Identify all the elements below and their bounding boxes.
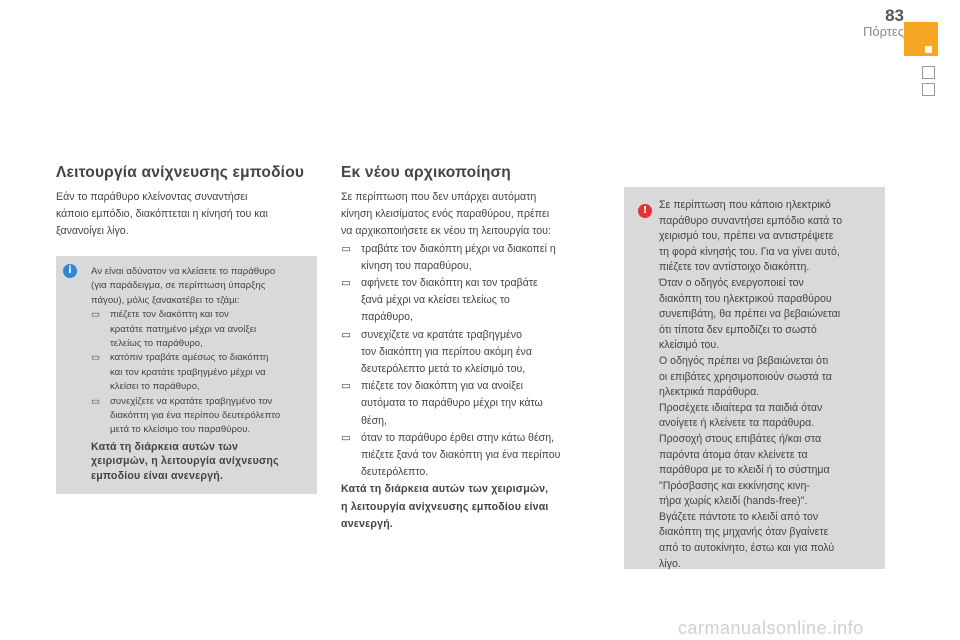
warning-line: ότι τίποτα δεν εμποδίζει το σωστό xyxy=(659,323,817,336)
warning-line: Προσοχή στους επιβάτες ή/και στα xyxy=(659,432,822,445)
info-content xyxy=(91,265,313,484)
bullet-icon: ▭ xyxy=(341,242,352,255)
info-bold-line: χειρισμών, η λειτουργία ανίχνευσης xyxy=(91,455,279,468)
info-line: πάγου), μόλις ξανακατέβει το τζάμι: xyxy=(91,294,240,306)
info-list xyxy=(91,308,313,438)
warning-line: από το αυτοκίνητο, έστω και για πολύ xyxy=(659,542,835,555)
text-line: αυτόματα το παράθυρο μέχρι την κάτω xyxy=(361,397,543,410)
text-line: αφήνετε τον διακόπτη και τον τραβάτε xyxy=(361,277,538,290)
text-line: θέση, xyxy=(361,414,387,427)
warning-line: κλείσιμό του. xyxy=(659,339,720,352)
warning-line: ηλεκτρικά παράθυρα. xyxy=(659,386,760,399)
warning-line: Όταν ο οδηγός ενεργοποιεί τον xyxy=(659,276,804,289)
warning-line: Προσέχετε ιδιαίτερα τα παιδιά όταν xyxy=(659,401,823,414)
info-line: κρατάτε πατημένο μέχρι να ανοίξει xyxy=(110,323,257,335)
text-line: κάποιο εμπόδιο, διακόπτεται η κίνησή του και xyxy=(56,208,268,221)
warning-content xyxy=(659,198,881,572)
bullet-icon: ▭ xyxy=(91,309,101,321)
text-line: Εάν το παράθυρο κλείνοντας συναντήσει xyxy=(56,191,248,203)
warning-line: διακόπτη του ηλεκτρικού παραθύρου xyxy=(659,292,832,305)
info-line: κλείσει το παράθυρο, xyxy=(110,381,200,393)
left-column xyxy=(56,164,326,241)
info-note-bold xyxy=(91,440,313,484)
warning-line: παράθυρα με το κλειδί ή το σύστημα xyxy=(659,464,830,477)
warning-line: παράθυρο συναντήσει εμπόδιο κατά το xyxy=(659,214,843,227)
section-marker xyxy=(904,22,938,56)
info-bold-line: εμποδίου είναι ανενεργή. xyxy=(91,470,224,483)
text-line: τον διακόπτη για περίπου ακόμη ένα xyxy=(361,345,532,358)
warning-line: Ο οδηγός πρέπει να βεβαιώνεται ότι xyxy=(659,354,829,367)
info-list-item xyxy=(91,308,313,351)
watermark: carmanualsonline.info xyxy=(678,618,864,638)
chapter-marker-2 xyxy=(922,83,935,96)
text-line: ξανανοίγει λίγο. xyxy=(56,225,129,238)
text-line: πιέζετε ξανά τον διακόπτη για ένα περίπου xyxy=(361,449,561,462)
obstacle-detection-title: Λειτουργία ανίχνευσης εμποδίου xyxy=(56,164,305,181)
info-list-item xyxy=(91,351,313,394)
text-line: κίνηση κλεισίματος ενός παραθύρου, πρέπει xyxy=(341,208,550,221)
middle-column xyxy=(341,164,611,533)
warning-line: χειρισμό του, πρέπει να αντιστρέψετε xyxy=(659,230,834,243)
info-box xyxy=(56,256,317,494)
warning-line: λίγο. xyxy=(659,557,681,570)
text-line: παράθυρο, xyxy=(361,311,413,324)
bullet-icon: ▭ xyxy=(91,352,101,364)
text-line: δευτερόλεπτο μετά το κλείσιμό του, xyxy=(361,363,526,376)
warning-box xyxy=(624,187,885,569)
info-line: διακόπτη για ένα περίπου δευτερόλεπτο xyxy=(110,410,281,422)
warning-line: τήρα χωρίς κλειδί (hands-free)". xyxy=(659,495,808,508)
info-line: (για παράδειγμα, σε περίπτωση ύπαρξης xyxy=(91,280,266,292)
text-line: κίνηση του παραθύρου, xyxy=(361,259,472,272)
bullet-icon: ▭ xyxy=(341,431,352,444)
reinitialisation-title: Εκ νέου αρχικοποίηση xyxy=(341,164,511,181)
reinit-note-bold xyxy=(341,481,611,533)
info-line: κατόπιν τραβάτε αμέσως το διακόπτη xyxy=(110,352,269,364)
warning-line: παρόντα άτομα όταν κλείνετε τα xyxy=(659,448,808,461)
text-line: τραβάτε τον διακόπτη μέχρι να διακοπεί η xyxy=(361,242,556,255)
bold-line: Κατά τη διάρκεια αυτών των χειρισμών, xyxy=(341,483,549,496)
bold-line: η λειτουργία ανίχνευσης εμποδίου είναι xyxy=(341,500,549,513)
steps-list xyxy=(341,241,611,482)
text-line: να αρχικοποιήσετε εκ νέου τη λειτουργία του: xyxy=(341,225,551,238)
text-line: ξανά μέχρι να κλείσει τελείως το xyxy=(361,294,510,307)
text-line: συνεχίζετε να κρατάτε τραβηγμένο xyxy=(361,328,522,341)
warning-line: οι επιβάτες χρησιμοποιούν σωστά τα xyxy=(659,370,832,383)
info-list-item xyxy=(91,395,313,438)
step-item xyxy=(341,275,611,327)
warning-line: πιέζετε τον αντίστοιχο διακόπτη. xyxy=(659,261,810,274)
bullet-icon: ▭ xyxy=(341,380,352,393)
step-item xyxy=(341,327,611,379)
text-line: όταν το παράθυρο έρθει στην κάτω θέση, xyxy=(361,431,555,444)
obstacle-detection-text xyxy=(56,189,326,241)
info-line: Αν είναι αδύνατον να κλείσετε το παράθυρο xyxy=(91,266,276,277)
warning-line: τη φορά κίνησής του. Για να γίνει αυτό, xyxy=(659,245,840,258)
warning-line: Βγάζετε πάντοτε το κλειδί από τον xyxy=(659,510,819,523)
step-item xyxy=(341,430,611,482)
bullet-icon: ▭ xyxy=(91,395,101,407)
warning-line: συνεπιβάτη, θα πρέπει να βεβαιώνεται xyxy=(659,308,841,321)
info-line: και τον κρατάτε τραβηγμένο μέχρι να xyxy=(110,366,266,378)
bullet-icon: ▭ xyxy=(341,328,352,341)
text-line: Σε περίπτωση που δεν υπάρχει αυτόματη xyxy=(341,191,537,203)
warning-line: διακόπτη της μηχανής όταν βγαίνετε xyxy=(659,526,829,539)
info-bold-line: Κατά τη διάρκεια αυτών των xyxy=(91,440,239,453)
info-line: πιέζετε τον διακόπτη και τον xyxy=(110,309,229,321)
bullet-icon: ▭ xyxy=(341,277,352,290)
text-line: δευτερόλεπτο. xyxy=(361,466,429,479)
step-item xyxy=(341,378,611,430)
chapter-marker-1 xyxy=(922,66,935,79)
text-line: πιέζετε τον διακόπτη για να ανοίξει xyxy=(361,380,523,393)
section-title: Πόρτες xyxy=(862,24,904,39)
warning-line: ανοίγετε ή κλείνετε τα παράθυρα. xyxy=(659,417,815,430)
reinitialisation-text xyxy=(341,189,611,533)
info-line: τελείως το παράθυρο, xyxy=(110,338,203,350)
section-marker-dot xyxy=(925,46,932,53)
warning-line: "Πρόσβασης και εκκίνησης κινη- xyxy=(659,479,810,492)
warning-icon: ! xyxy=(638,204,652,218)
page-number: 83 xyxy=(885,6,904,25)
warning-line: Σε περίπτωση που κάποιο ηλεκτρικό xyxy=(659,199,831,211)
step-item xyxy=(341,241,611,275)
info-line: μετά το κλείσιμο του παραθύρου. xyxy=(110,424,251,436)
bold-line: ανενεργή. xyxy=(341,517,394,530)
info-icon: i xyxy=(63,264,77,278)
info-line: συνεχίζετε να κρατάτε τραβηγμένο τον xyxy=(110,395,273,407)
